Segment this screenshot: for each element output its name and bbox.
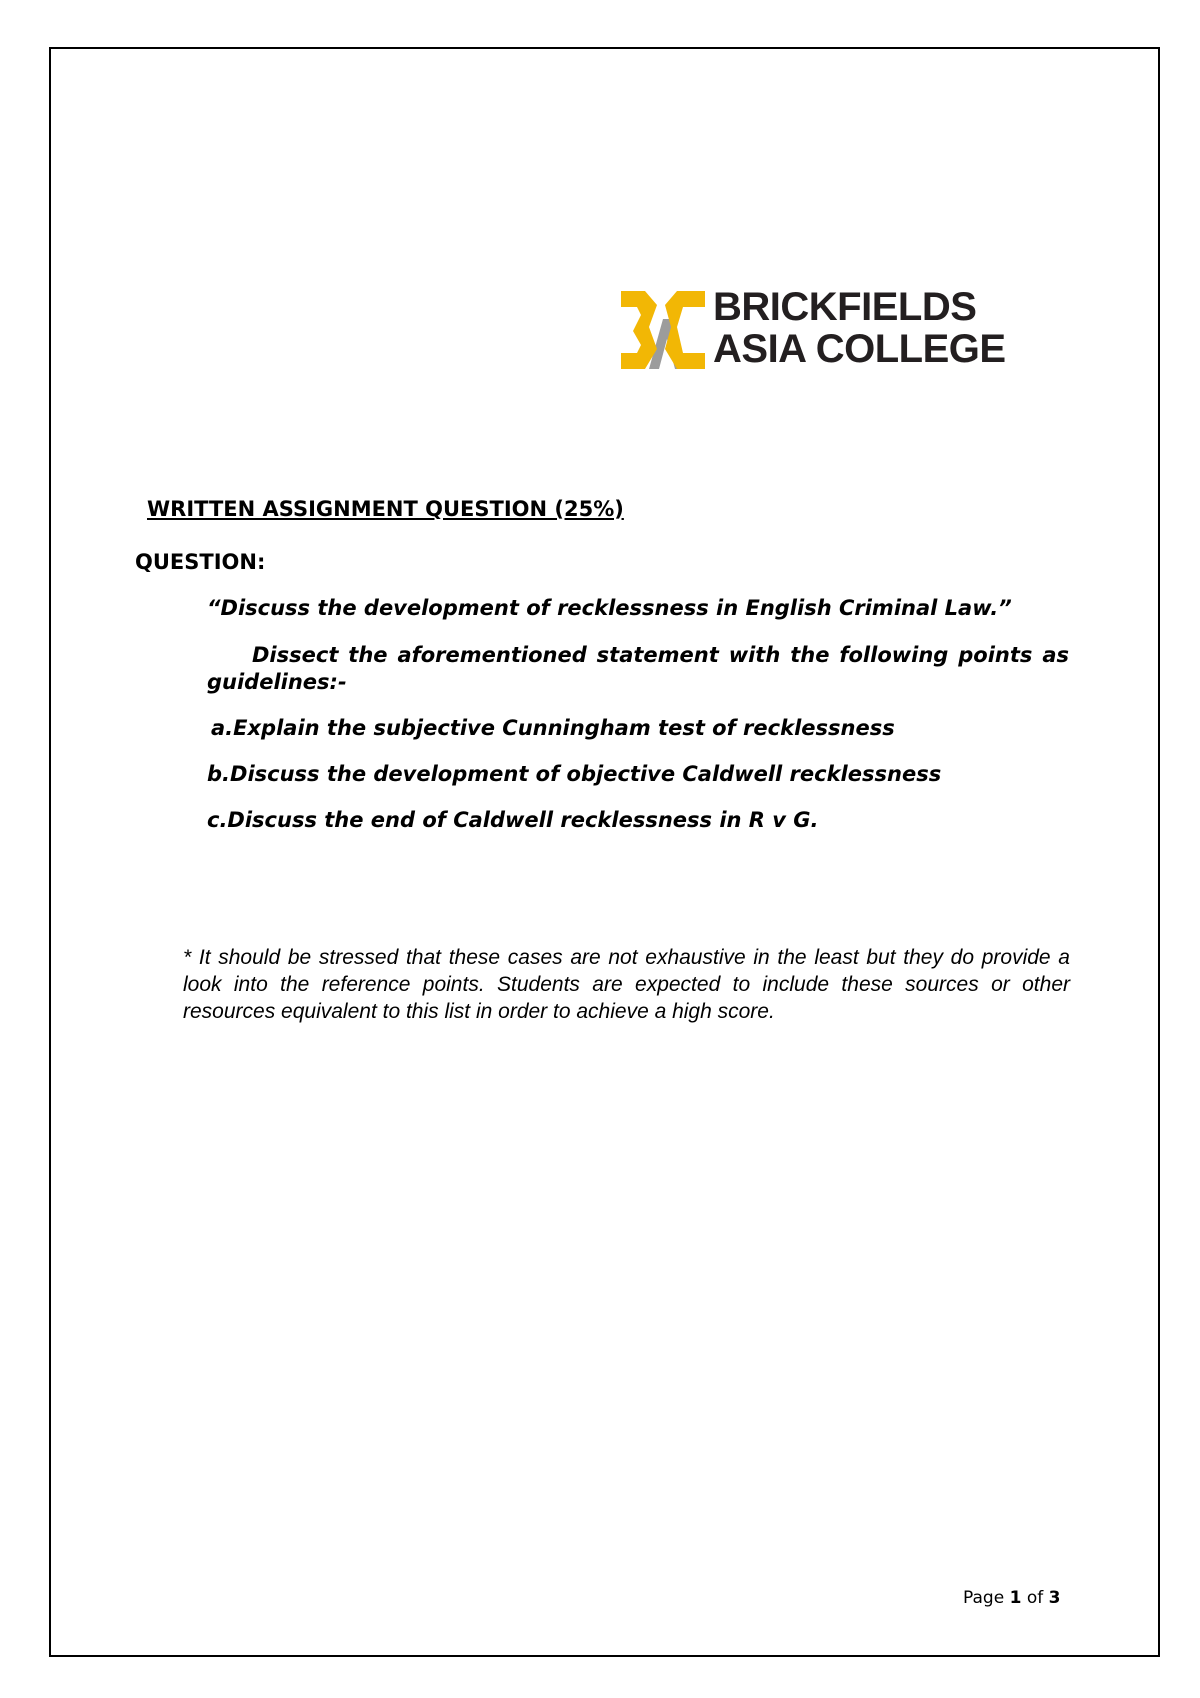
assignment-title: WRITTEN ASSIGNMENT QUESTION (25%) xyxy=(147,497,624,521)
question-label: QUESTION: xyxy=(135,550,266,574)
logo-line-1: BRICKFIELDS xyxy=(713,285,977,329)
bac-mark-icon xyxy=(621,287,706,372)
note-paragraph: * It should be stressed that these cases are not exhaustive in the least but they do provide a look into the reference points. Students are expected to include these sources or other resources equivalent to this list in order to achieve a high score. xyxy=(183,946,1070,1023)
page-total: 3 xyxy=(1048,1588,1061,1608)
guideline-point-c: c.Discuss the end of Caldwell recklessness in R v G. xyxy=(207,808,819,832)
guideline-point-b: b.Discuss the development of objective Caldwell recklessness xyxy=(207,762,942,786)
logo-line-2: ASIA COLLEGE xyxy=(713,327,1006,371)
page-number xyxy=(963,1588,1060,1608)
instruction-text: Dissect the aforementioned statement with the following points as guidelines:- xyxy=(207,643,1069,694)
page-current: 1 xyxy=(1009,1588,1022,1608)
guideline-point-a: a.Explain the subjective Cunningham test of recklessness xyxy=(211,716,895,740)
college-logo xyxy=(621,287,1061,372)
page-word: Page xyxy=(963,1588,1005,1608)
of-word: of xyxy=(1026,1588,1044,1608)
question-quote: “Discuss the development of recklessness in English Criminal Law.” xyxy=(207,596,1012,620)
